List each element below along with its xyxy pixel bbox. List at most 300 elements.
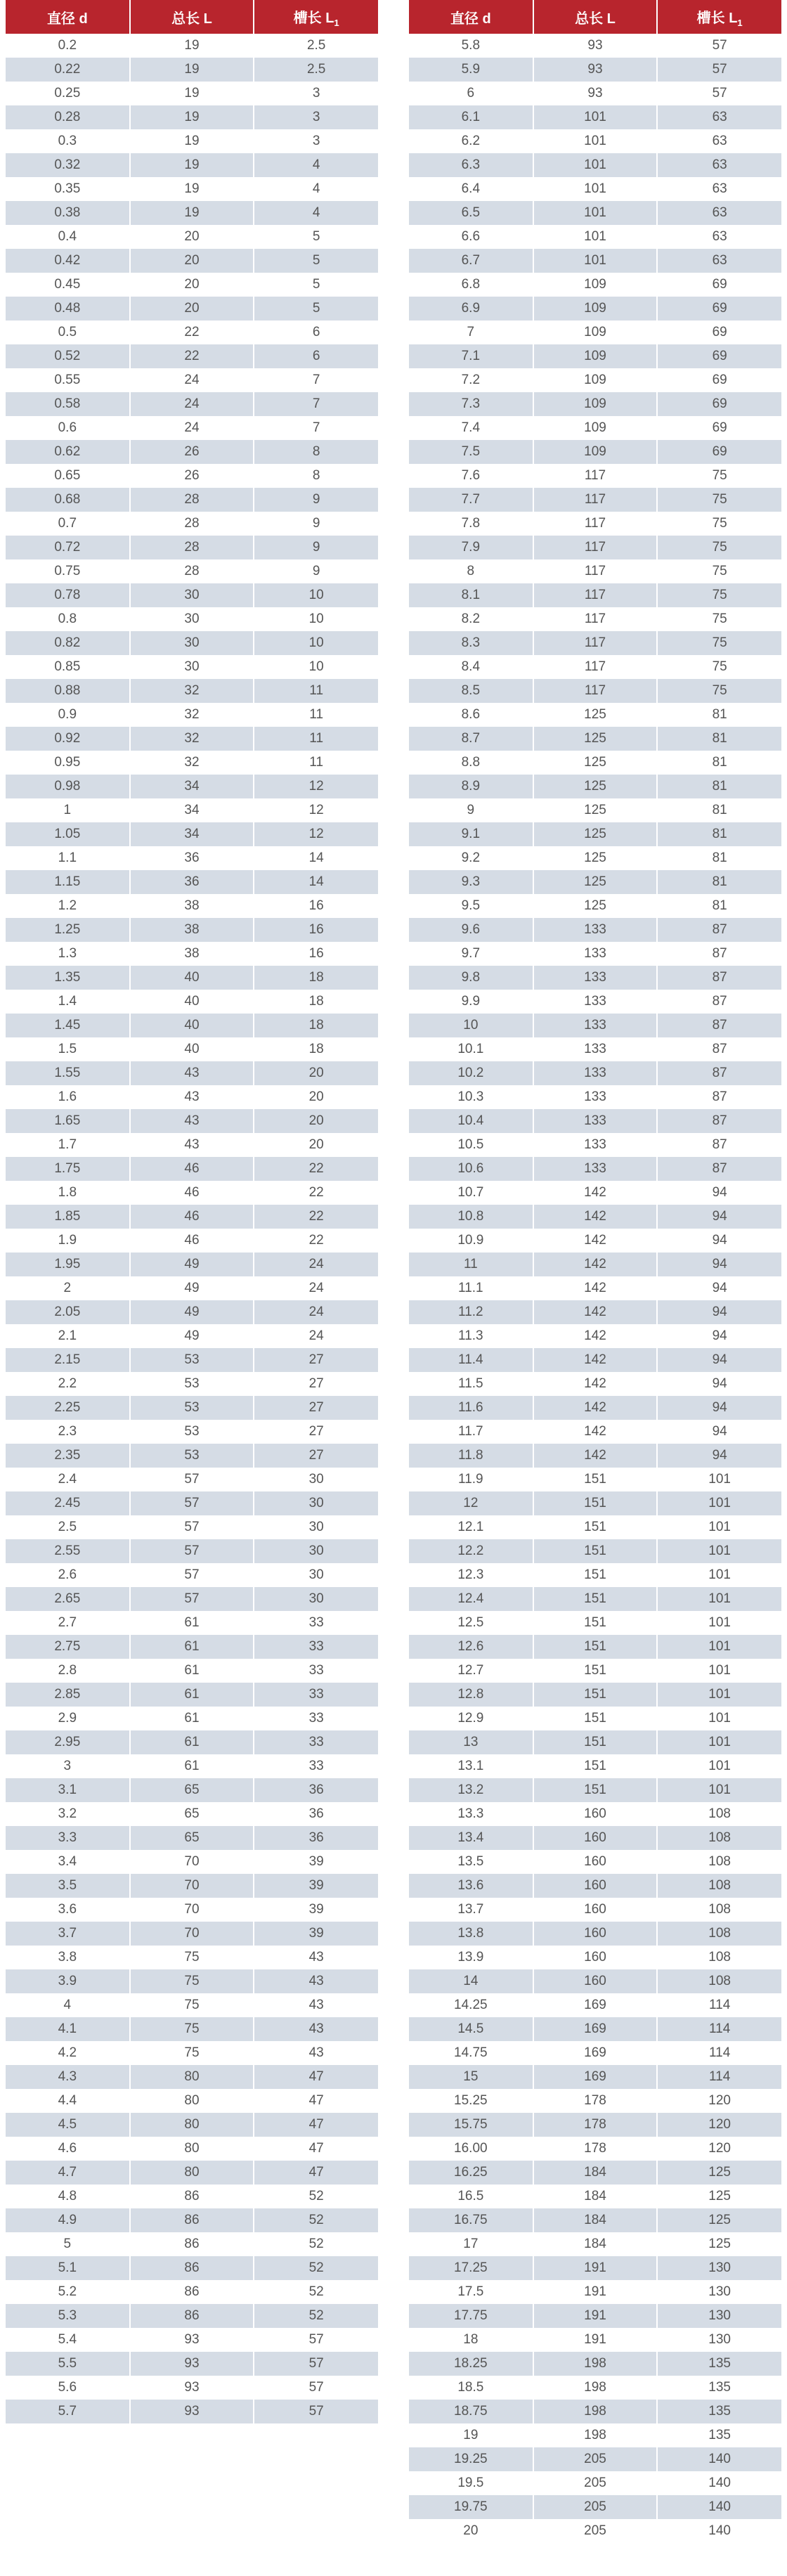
diameter-cell: 4.3: [6, 2065, 130, 2089]
flute-length-cell: 81: [657, 727, 781, 751]
table-row: [409, 2137, 781, 2161]
flute-length-cell: 87: [657, 918, 781, 942]
total-length-cell: 65: [130, 1826, 254, 1850]
diameter-cell: 1.35: [6, 966, 130, 990]
flute-length-cell: 16: [254, 918, 378, 942]
table-row: [6, 703, 378, 727]
flute-length-cell: 3: [254, 105, 378, 129]
total-length-cell: 24: [130, 368, 254, 392]
table-row: [409, 2089, 781, 2113]
flute-length-cell: 33: [254, 1754, 378, 1778]
flute-length-cell: 36: [254, 1826, 378, 1850]
total-length-cell: 70: [130, 1898, 254, 1922]
table-row: [6, 392, 378, 416]
diameter-cell: 15.25: [409, 2089, 533, 2113]
flute-length-cell: 69: [657, 321, 781, 344]
total-length-cell: 160: [533, 1946, 658, 1969]
diameter-cell: 6.9: [409, 297, 533, 321]
table-row: [409, 1420, 781, 1444]
diameter-cell: 2.65: [6, 1587, 130, 1611]
flute-length-cell: 94: [657, 1444, 781, 1468]
total-length-cell: 43: [130, 1109, 254, 1133]
flute-length-cell: 87: [657, 1061, 781, 1085]
flute-length-cell: 36: [254, 1802, 378, 1826]
table-row: [409, 297, 781, 321]
table-row: [409, 2423, 781, 2447]
flute-length-cell: 57: [254, 2376, 378, 2400]
flute-length-cell: 63: [657, 225, 781, 249]
table-row: [6, 1396, 378, 1420]
total-length-cell: 151: [533, 1635, 658, 1659]
flute-length-cell: 108: [657, 1922, 781, 1946]
total-length-cell: 46: [130, 1205, 254, 1229]
diameter-cell: 0.88: [6, 679, 130, 703]
diameter-cell: 0.95: [6, 751, 130, 775]
diameter-cell: 19.75: [409, 2495, 533, 2519]
table-row: [409, 870, 781, 894]
flute-length-cell: 125: [657, 2208, 781, 2232]
diameter-cell: 12: [409, 1491, 533, 1515]
total-length-cell: 101: [533, 249, 658, 273]
table-row: [409, 177, 781, 201]
diameter-cell: 8.7: [409, 727, 533, 751]
total-length-cell: 109: [533, 416, 658, 440]
total-length-cell: 19: [130, 34, 254, 58]
flute-length-cell: 22: [254, 1205, 378, 1229]
flute-length-cell: 63: [657, 177, 781, 201]
flute-length-cell: 7: [254, 392, 378, 416]
table-row: [6, 655, 378, 679]
table-row: [409, 2113, 781, 2137]
flute-length-cell: 108: [657, 1969, 781, 1993]
diameter-cell: 13.3: [409, 1802, 533, 1826]
flute-length-cell: 125: [657, 2161, 781, 2185]
table-row: [6, 1993, 378, 2017]
diameter-cell: 5.9: [409, 58, 533, 82]
flute-length-cell: 63: [657, 105, 781, 129]
diameter-cell: 2.6: [6, 1563, 130, 1587]
total-length-cell: 184: [533, 2208, 658, 2232]
table-row: [6, 679, 378, 703]
table-row: [6, 1014, 378, 1037]
flute-length-cell: 87: [657, 1014, 781, 1037]
diameter-cell: 9.3: [409, 870, 533, 894]
header-total-length: 总长 L: [533, 0, 658, 34]
diameter-cell: 10.2: [409, 1061, 533, 1085]
flute-length-cell: 30: [254, 1563, 378, 1587]
flute-length-cell: 3: [254, 129, 378, 153]
total-length-cell: 26: [130, 440, 254, 464]
flute-length-cell: 47: [254, 2137, 378, 2161]
flute-length-cell: 87: [657, 1157, 781, 1181]
total-length-cell: 151: [533, 1491, 658, 1515]
flute-length-cell: 69: [657, 368, 781, 392]
diameter-cell: 0.85: [6, 655, 130, 679]
diameter-cell: 0.92: [6, 727, 130, 751]
table-row: [6, 249, 378, 273]
flute-length-cell: 75: [657, 679, 781, 703]
table-row: [6, 2185, 378, 2208]
diameter-cell: 11.8: [409, 1444, 533, 1468]
diameter-cell: 15: [409, 2065, 533, 2089]
flute-length-cell: 57: [254, 2352, 378, 2376]
diameter-cell: 1.9: [6, 1229, 130, 1253]
total-length-cell: 86: [130, 2208, 254, 2232]
flute-length-cell: 4: [254, 177, 378, 201]
table-row: [6, 1874, 378, 1898]
total-length-cell: 93: [130, 2376, 254, 2400]
total-length-cell: 49: [130, 1300, 254, 1324]
diameter-cell: 5: [6, 2232, 130, 2256]
diameter-cell: 0.55: [6, 368, 130, 392]
total-length-cell: 93: [533, 34, 658, 58]
diameter-cell: 1.05: [6, 822, 130, 846]
diameter-cell: 0.98: [6, 775, 130, 798]
table-row: [6, 2328, 378, 2352]
diameter-cell: 0.68: [6, 488, 130, 512]
total-length-cell: 184: [533, 2185, 658, 2208]
total-length-cell: 43: [130, 1085, 254, 1109]
total-length-cell: 36: [130, 870, 254, 894]
total-length-cell: 178: [533, 2089, 658, 2113]
flute-length-cell: 4: [254, 153, 378, 177]
diameter-cell: 1.1: [6, 846, 130, 870]
table-row: [409, 2185, 781, 2208]
table-row: [6, 2017, 378, 2041]
total-length-cell: 160: [533, 1850, 658, 1874]
table-row: [409, 201, 781, 225]
table-row: [6, 536, 378, 559]
table-row: [409, 1348, 781, 1372]
table-row: [409, 1061, 781, 1085]
diameter-cell: 0.7: [6, 512, 130, 536]
total-length-cell: 75: [130, 2017, 254, 2041]
flute-length-cell: 75: [657, 583, 781, 607]
flute-length-cell: 87: [657, 990, 781, 1014]
table-row: [409, 225, 781, 249]
diameter-cell: 2.8: [6, 1659, 130, 1683]
table-row: [409, 990, 781, 1014]
total-length-cell: 19: [130, 82, 254, 105]
total-length-cell: 151: [533, 1683, 658, 1707]
diameter-cell: 13.4: [409, 1826, 533, 1850]
diameter-cell: 14.75: [409, 2041, 533, 2065]
total-length-cell: 40: [130, 966, 254, 990]
right-spec-table-column: [409, 0, 781, 2543]
total-length-cell: 151: [533, 1587, 658, 1611]
table-row: [409, 1085, 781, 1109]
total-length-cell: 142: [533, 1181, 658, 1205]
flute-length-cell: 101: [657, 1659, 781, 1683]
flute-length-cell: 94: [657, 1229, 781, 1253]
diameter-cell: 17: [409, 2232, 533, 2256]
diameter-cell: 15.75: [409, 2113, 533, 2137]
flute-length-cell: 11: [254, 751, 378, 775]
total-length-cell: 133: [533, 1133, 658, 1157]
diameter-cell: 0.8: [6, 607, 130, 631]
diameter-cell: 7.8: [409, 512, 533, 536]
flute-length-cell: 69: [657, 440, 781, 464]
flute-length-cell: 33: [254, 1611, 378, 1635]
diameter-cell: 4: [6, 1993, 130, 2017]
flute-length-cell: 130: [657, 2304, 781, 2328]
total-length-cell: 133: [533, 1037, 658, 1061]
table-row: [6, 631, 378, 655]
flute-length-cell: 101: [657, 1468, 781, 1491]
total-length-cell: 61: [130, 1730, 254, 1754]
table-row: [6, 2208, 378, 2232]
total-length-cell: 125: [533, 846, 658, 870]
flute-length-cell: 10: [254, 655, 378, 679]
flute-length-cell: 39: [254, 1922, 378, 1946]
flute-length-cell: 6: [254, 321, 378, 344]
table-row: [409, 512, 781, 536]
table-row: [6, 1061, 378, 1085]
total-length-cell: 125: [533, 870, 658, 894]
total-length-cell: 28: [130, 512, 254, 536]
flute-length-cell: 101: [657, 1778, 781, 1802]
table-row: [409, 1946, 781, 1969]
total-length-cell: 61: [130, 1635, 254, 1659]
flute-length-cell: 125: [657, 2185, 781, 2208]
flute-length-cell: 57: [254, 2328, 378, 2352]
total-length-cell: 205: [533, 2495, 658, 2519]
diameter-cell: 7.6: [409, 464, 533, 488]
table-row: [6, 2280, 378, 2304]
diameter-cell: 3.5: [6, 1874, 130, 1898]
flute-length-cell: 27: [254, 1348, 378, 1372]
table-row: [6, 153, 378, 177]
diameter-cell: 2.75: [6, 1635, 130, 1659]
diameter-cell: 3.4: [6, 1850, 130, 1874]
total-length-cell: 38: [130, 894, 254, 918]
flute-length-cell: 39: [254, 1898, 378, 1922]
table-row: [409, 1969, 781, 1993]
total-length-cell: 19: [130, 58, 254, 82]
total-length-cell: 133: [533, 990, 658, 1014]
diameter-cell: 0.45: [6, 273, 130, 297]
flute-length-cell: 47: [254, 2161, 378, 2185]
header-diameter: 直径 d: [409, 0, 533, 34]
total-length-cell: 86: [130, 2232, 254, 2256]
flute-length-cell: 16: [254, 894, 378, 918]
flute-length-cell: 94: [657, 1300, 781, 1324]
table-row: [6, 512, 378, 536]
total-length-cell: 93: [130, 2400, 254, 2423]
flute-length-cell: 52: [254, 2280, 378, 2304]
flute-length-cell: 43: [254, 2041, 378, 2065]
flute-length-cell: 120: [657, 2089, 781, 2113]
diameter-cell: 9.9: [409, 990, 533, 1014]
diameter-cell: 7.5: [409, 440, 533, 464]
total-length-cell: 117: [533, 679, 658, 703]
table-row: [409, 1229, 781, 1253]
table-row: [409, 1635, 781, 1659]
table-row: [6, 1085, 378, 1109]
total-length-cell: 43: [130, 1061, 254, 1085]
table-row: [409, 1850, 781, 1874]
diameter-cell: 19: [409, 2423, 533, 2447]
flute-length-cell: 27: [254, 1420, 378, 1444]
flute-length-cell: 69: [657, 392, 781, 416]
flute-length-cell: 101: [657, 1515, 781, 1539]
table-row: [6, 1946, 378, 1969]
total-length-cell: 205: [533, 2471, 658, 2495]
diameter-cell: 13.5: [409, 1850, 533, 1874]
diameter-cell: 13: [409, 1730, 533, 1754]
table-row: [409, 1276, 781, 1300]
flute-length-cell: 11: [254, 703, 378, 727]
total-length-cell: 198: [533, 2376, 658, 2400]
flute-length-cell: 75: [657, 655, 781, 679]
total-length-cell: 57: [130, 1587, 254, 1611]
table-row: [409, 1515, 781, 1539]
table-row: [409, 1659, 781, 1683]
total-length-cell: 160: [533, 1874, 658, 1898]
diameter-cell: 1.25: [6, 918, 130, 942]
table-row: [6, 1372, 378, 1396]
total-length-cell: 70: [130, 1922, 254, 1946]
table-row: [409, 1205, 781, 1229]
flute-length-cell: 27: [254, 1444, 378, 1468]
table-row: [6, 1300, 378, 1324]
total-length-cell: 57: [130, 1563, 254, 1587]
diameter-cell: 12.7: [409, 1659, 533, 1683]
table-row: [6, 1539, 378, 1563]
table-row: [409, 1922, 781, 1946]
diameter-cell: 9: [409, 798, 533, 822]
total-length-cell: 142: [533, 1420, 658, 1444]
flute-length-cell: 18: [254, 1037, 378, 1061]
flute-length-cell: 69: [657, 344, 781, 368]
diameter-cell: 1.55: [6, 1061, 130, 1085]
table-row: [6, 1229, 378, 1253]
total-length-cell: 53: [130, 1372, 254, 1396]
diameter-cell: 2.9: [6, 1707, 130, 1730]
table-row: [6, 559, 378, 583]
diameter-cell: 2.85: [6, 1683, 130, 1707]
table-row: [409, 1253, 781, 1276]
total-length-cell: 142: [533, 1348, 658, 1372]
total-length-cell: 19: [130, 129, 254, 153]
diameter-cell: 2.2: [6, 1372, 130, 1396]
diameter-cell: 0.6: [6, 416, 130, 440]
total-length-cell: 65: [130, 1802, 254, 1826]
total-length-cell: 117: [533, 631, 658, 655]
total-length-cell: 101: [533, 129, 658, 153]
diameter-cell: 3.1: [6, 1778, 130, 1802]
total-length-cell: 30: [130, 631, 254, 655]
table-row: [6, 1276, 378, 1300]
total-length-cell: 125: [533, 822, 658, 846]
diameter-cell: 6.1: [409, 105, 533, 129]
flute-length-cell: 130: [657, 2280, 781, 2304]
diameter-cell: 0.42: [6, 249, 130, 273]
total-length-cell: 117: [533, 488, 658, 512]
total-length-cell: 101: [533, 153, 658, 177]
diameter-cell: 3.9: [6, 1969, 130, 1993]
table-row: [6, 918, 378, 942]
flute-length-cell: 108: [657, 1850, 781, 1874]
flute-length-cell: 57: [657, 34, 781, 58]
total-length-cell: 151: [533, 1611, 658, 1635]
total-length-cell: 117: [533, 655, 658, 679]
table-row: [409, 105, 781, 129]
diameter-cell: 2: [6, 1276, 130, 1300]
diameter-cell: 13.2: [409, 1778, 533, 1802]
table-row: [6, 2137, 378, 2161]
total-length-cell: 30: [130, 607, 254, 631]
left-table-body: [6, 34, 378, 2423]
table-row: [409, 34, 781, 58]
table-row: [409, 1563, 781, 1587]
flute-length-cell: 2.5: [254, 34, 378, 58]
total-length-cell: 101: [533, 177, 658, 201]
table-row: [6, 2232, 378, 2256]
table-row: [409, 1754, 781, 1778]
total-length-cell: 151: [533, 1515, 658, 1539]
table-row: [409, 344, 781, 368]
left-spec-table: [6, 0, 378, 2423]
diameter-cell: 16.5: [409, 2185, 533, 2208]
total-length-cell: 32: [130, 727, 254, 751]
table-row: [409, 942, 781, 966]
table-row: [6, 727, 378, 751]
flute-length-cell: 69: [657, 273, 781, 297]
total-length-cell: 101: [533, 105, 658, 129]
total-length-cell: 36: [130, 846, 254, 870]
diameter-cell: 0.62: [6, 440, 130, 464]
diameter-cell: 7.3: [409, 392, 533, 416]
total-length-cell: 109: [533, 440, 658, 464]
flute-length-cell: 69: [657, 297, 781, 321]
table-row: [6, 822, 378, 846]
diameter-cell: 1.85: [6, 1205, 130, 1229]
table-row: [6, 2352, 378, 2376]
diameter-cell: 4.2: [6, 2041, 130, 2065]
total-length-cell: 142: [533, 1300, 658, 1324]
flute-length-cell: 47: [254, 2065, 378, 2089]
table-row: [6, 607, 378, 631]
diameter-cell: 11.3: [409, 1324, 533, 1348]
diameter-cell: 12.2: [409, 1539, 533, 1563]
table-row: [409, 679, 781, 703]
table-row: [409, 536, 781, 559]
diameter-cell: 9.6: [409, 918, 533, 942]
table-row: [6, 990, 378, 1014]
table-row: [409, 1778, 781, 1802]
total-length-cell: 75: [130, 1969, 254, 1993]
flute-length-cell: 20: [254, 1085, 378, 1109]
total-length-cell: 49: [130, 1253, 254, 1276]
table-row: [409, 153, 781, 177]
diameter-cell: 8.1: [409, 583, 533, 607]
table-row: [6, 1969, 378, 1993]
diameter-cell: 10.9: [409, 1229, 533, 1253]
total-length-cell: 34: [130, 775, 254, 798]
right-spec-table: [409, 0, 781, 2543]
flute-length-cell: 57: [657, 58, 781, 82]
flute-length-cell: 9: [254, 536, 378, 559]
table-row: [6, 1157, 378, 1181]
diameter-cell: 4.4: [6, 2089, 130, 2113]
diameter-cell: 2.3: [6, 1420, 130, 1444]
total-length-cell: 133: [533, 1014, 658, 1037]
diameter-cell: 19.5: [409, 2471, 533, 2495]
flute-length-cell: 130: [657, 2328, 781, 2352]
total-length-cell: 93: [533, 82, 658, 105]
total-length-cell: 75: [130, 1946, 254, 1969]
